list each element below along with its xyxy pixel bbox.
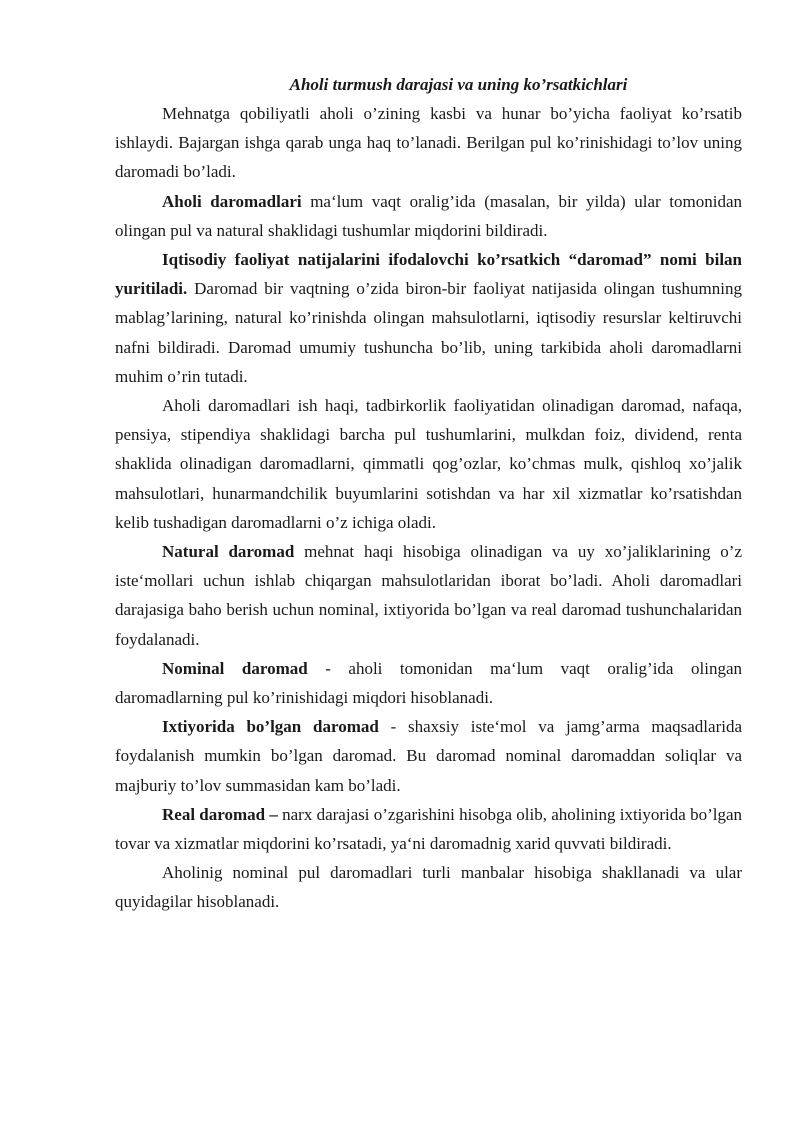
paragraph-5-bold: Natural daromad <box>162 542 295 562</box>
paragraph-8 <box>115 800 742 858</box>
paragraph-6-text: - aholi tomonidan ma‘lum vaqt oralig’ida olingan daromadlarning pul ko’rinishidagi miqdori hisoblanadi. <box>115 658 742 708</box>
paragraph-3-text: Daromad bir vaqtning o’zida biron-bir faoliyat natijasida olingan tushumning mablag’larining, natural ko’rinishda olingan mahsulotlarni, iqtisodiy resurslar keltiruvchi nafni bildiradi. Daromad umumiy tushuncha bo’lib, uning tarkibida aholi daromadlarni muhim o’rin tutadi. <box>115 279 742 386</box>
paragraph-4 <box>115 391 742 537</box>
paragraph-5 <box>115 537 742 654</box>
document-page <box>115 70 742 917</box>
document-title: Aholi turmush darajasi va uning ko’rsatkichlari <box>289 75 628 94</box>
paragraph-1 <box>115 99 742 187</box>
paragraph-8-bold: Real daromad – <box>162 804 278 824</box>
paragraph-6-bold: Nominal daromad <box>162 658 308 678</box>
paragraph-7-bold: Ixtiyorida bo’lgan daromad <box>162 717 379 737</box>
paragraph-1-text: Mehnatga qobiliyatli aholi o’zining kasbi va hunar bo’yicha faoliyat ko’rsatib ishlaydi. Bajargan ishga qarab unga haq to’lanadi. Berilgan pul ko’rinishidagi to’lov uning daromadi bo’ladi. <box>115 104 742 182</box>
paragraph-2 <box>115 187 742 245</box>
paragraph-7-text: - shaxsiy iste‘mol va jamg’arma maqsadlarida foydalanish mumkin bo’lgan daromad. Bu daromad nominal daromaddan soliqlar va majburiy to’lov summasidan kam bo’ladi. <box>115 717 742 795</box>
paragraph-3-bold: Iqtisodiy faoliyat natijalarini ifodalovchi ko’rsatkich “daromad” nomi bilan yuritiladi. <box>115 250 742 299</box>
paragraph-3 <box>115 245 742 391</box>
paragraph-6 <box>115 654 742 712</box>
paragraph-2-text: ma‘lum vaqt oralig’ida (masalan, bir yilda) ular tomonidan olingan pul va natural shaklidagi tushumlar miqdorini bildiradi. <box>115 191 742 240</box>
paragraph-8-text: narx darajasi o’zgarishini hisobga olib, aholining ixtiyorida bo’lgan tovar va xizmatlar miqdorini ko’rsatadi, ya‘ni daromadnig xarid quvvati bildiradi. <box>115 804 743 854</box>
paragraph-2-bold: Aholi daromadlari <box>162 191 302 211</box>
paragraph-5-text: mehnat haqi hisobiga olinadigan va uy xo’jaliklarining o’z iste‘mollari uchun ishlab chiqargan mahsulotlaridan iborat bo’ladi. Aholi daromadlari darajasiga baho berish uchun nominal, ixtiyorida bo’lgan va real daromad tushunchalaridan foydalanadi. <box>115 542 742 649</box>
paragraph-4-text: Aholi daromadlari ish haqi, tadbirkorlik faoliyatidan olinadigan daromad, nafaqa, pensiya, stipendiya shaklidagi barcha pul tushumlarini, mulkdan foiz, dividend, renta shaklida olinadigan daromadlarni, qimmatli qog’ozlar, ko’chmas mulk, qishloq xo’jalik mahsulotlari, hunarmandchilik buyumlarini sotishdan va har xil xizmatlar ko’rsatishdan kelib tushadigan daromadlarni o’z ichiga oladi. <box>115 396 742 532</box>
paragraph-7 <box>115 712 742 800</box>
paragraph-9-text: Aholinig nominal pul daromadlari turli manbalar hisobiga shakllanadi va ular quyidagilar hisoblanadi. <box>115 863 742 912</box>
paragraph-9 <box>115 858 742 916</box>
